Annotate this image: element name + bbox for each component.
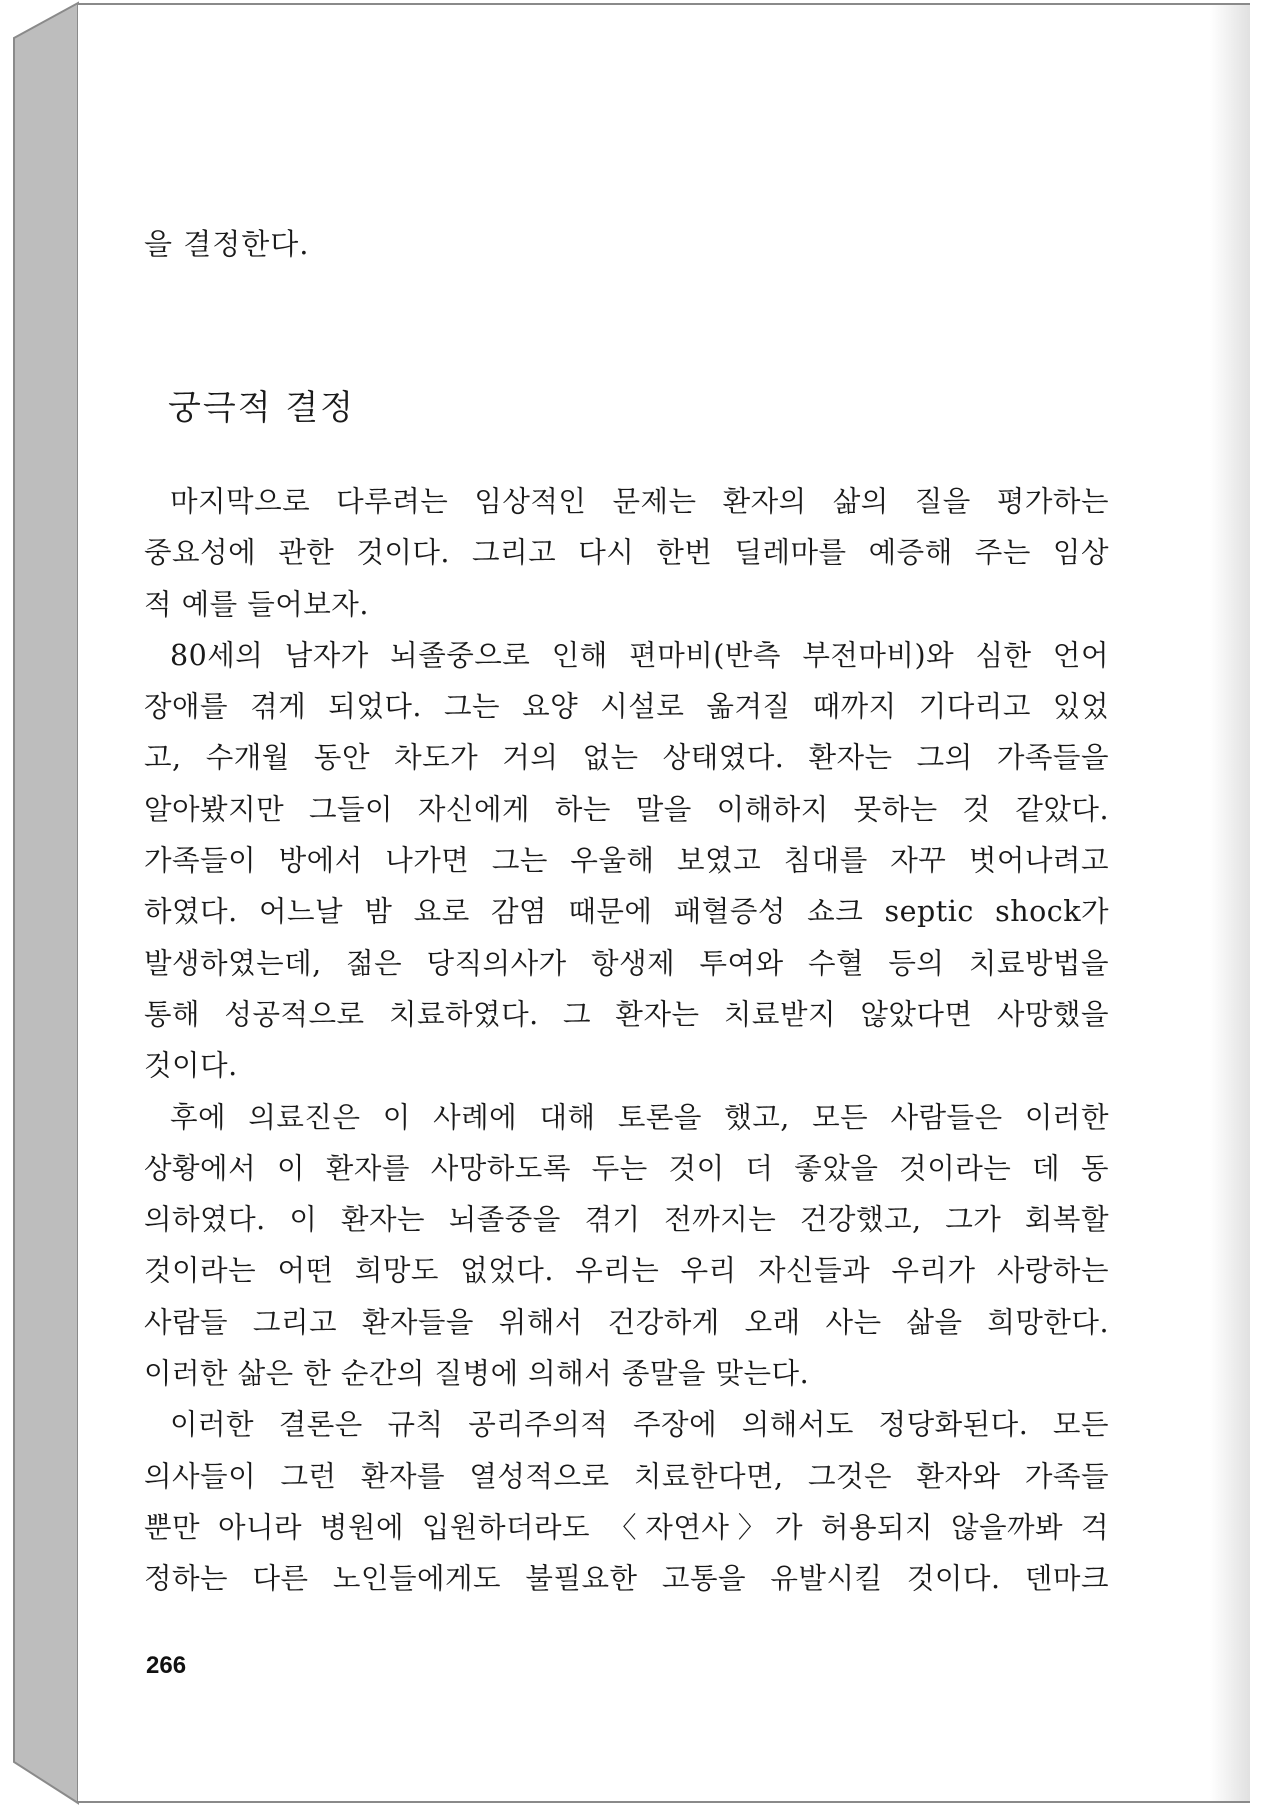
intro-line: 을 결정한다. [144,227,310,261]
section-title: 궁극적 결정 [168,388,356,428]
text-line: 가족들이 방에서 나가면 그는 우울해 보였고 침대를 자꾸 벗어나려고 [144,844,1109,878]
text-line: 뿐만 아니라 병원에 입원하더라도 〈자연사〉가 허용되지 않을까봐 걱 [144,1510,1109,1544]
body-text [144,476,1109,1605]
text-line: 이러한 결론은 규칙 공리주의적 주장에 의해서도 정당화된다. 모든 [170,1408,1109,1442]
text-line: 마지막으로 다루려는 임상적인 문제는 환자의 삶의 질을 평가하는 [170,485,1109,518]
text-line: 것이라는 어떤 희망도 없었다. 우리는 우리 자신들과 우리가 사랑하는 [144,1254,1109,1288]
text-line: 장애를 겪게 되었다. 그는 요양 시설로 옮겨질 때까지 기다리고 있었 [144,690,1109,724]
text-line: 사람들 그리고 환자들을 위해서 건강하게 오래 사는 삶을 희망한다. [144,1305,1109,1339]
text-line: 정하는 다른 노인들에게도 불필요한 고통을 유발시킬 것이다. 덴마크 [144,1562,1109,1596]
text-line: 알아봤지만 그들이 자신에게 하는 말을 이해하지 못하는 것 같았다. [144,792,1109,826]
text-line: 통해 성공적으로 치료하였다. 그 환자는 치료받지 않았다면 사망했을 [144,997,1109,1031]
page-edge-shadow [1210,5,1250,1801]
text-line: 의사들이 그런 환자를 열성적으로 치료한다면, 그것은 환자와 가족들 [144,1459,1109,1493]
text-line: 후에 의료진은 이 사례에 대해 토론을 했고, 모든 사람들은 이러한 [170,1100,1109,1134]
text-line: 중요성에 관한 것이다. 그리고 다시 한번 딜레마를 예증해 주는 임상 [144,536,1109,570]
text-line: 80세의 남자가 뇌졸중으로 인해 편마비(반측 부전마비)와 심한 언어 [170,638,1109,672]
text-line: 상황에서 이 환자를 사망하도록 두는 것이 더 좋았을 것이라는 데 동 [144,1151,1109,1185]
text-line: 하였다. 어느날 밤 요로 감염 때문에 패혈증성 쇼크 septic shock가 [144,895,1109,929]
page-number: 266 [146,1652,187,1679]
text-line: 이러한 삶은 한 순간의 질병에 의해서 종말을 맞는다. [144,1357,810,1391]
text-line: 의하였다. 이 환자는 뇌졸중을 겪기 전까지는 건강했고, 그가 회복할 [144,1203,1109,1237]
text-line: 고, 수개월 동안 차도가 거의 없는 상태였다. 환자는 그의 가족들을 [144,741,1109,775]
text-line: 발생하였는데, 젊은 당직의사가 항생제 투여와 수혈 등의 치료방법을 [144,946,1109,980]
text-line: 것이다. [144,1049,238,1083]
text-line: 적 예를 들어보자. [144,587,369,621]
